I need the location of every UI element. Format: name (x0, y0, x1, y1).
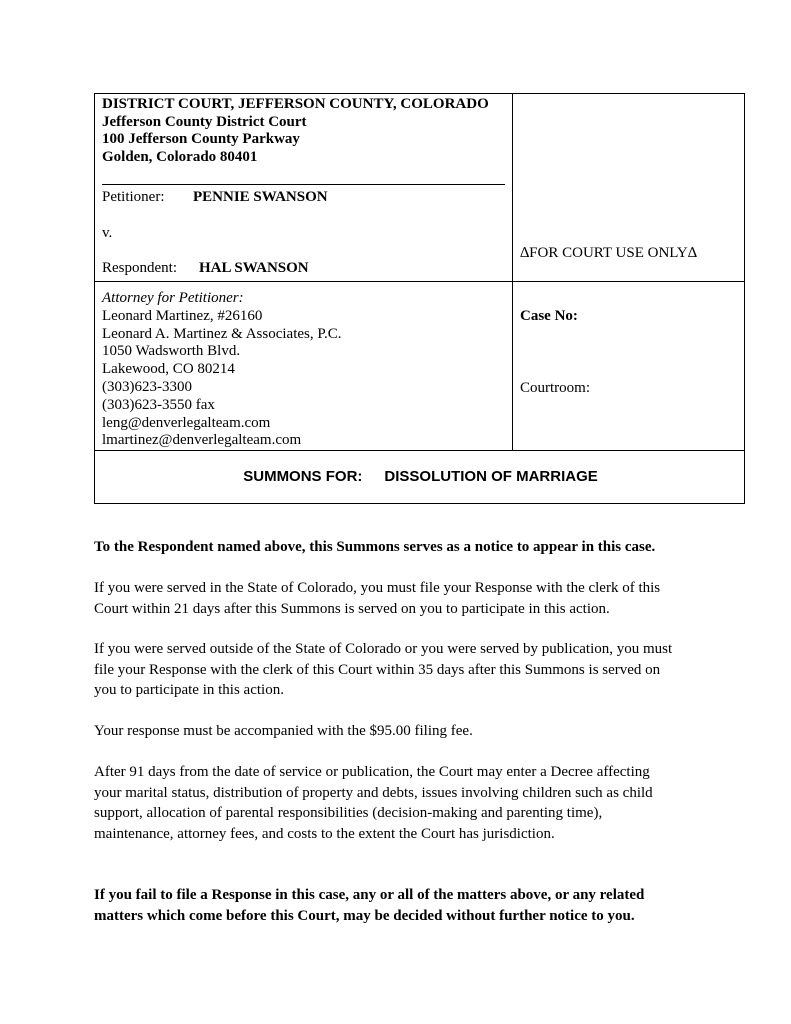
paragraph-line: maintenance, attorney fees, and costs to the extent the Court has jurisdiction. (94, 825, 555, 842)
respondent-name: HAL SWANSON (199, 260, 309, 276)
paragraph-line: If you were served outside of the State of Colorado or you were served by publication, you must (94, 641, 673, 657)
paragraph-line: Your response must be accompanied with the $95.00 filing fee. (94, 723, 473, 739)
court-name: DISTRICT COURT, JEFFERSON COUNTY, COLORADO (102, 96, 489, 112)
attorney-line: Lakewood, CO 80214 (102, 361, 235, 378)
court-block-underline (102, 184, 505, 185)
attorney-line: Leonard Martinez, #26160 (102, 307, 263, 324)
petitioner-line (102, 189, 328, 206)
out-of-state-paragraph (94, 639, 714, 701)
attorney-heading: Attorney for Petitioner: (102, 290, 244, 306)
paragraph-line: file your Response with the clerk of this Court within 35 days after this Summons is served on (94, 661, 661, 678)
attorney-email: leng@denverlegalteam.com (102, 414, 271, 431)
petitioner-label: Petitioner: (102, 189, 165, 205)
attorney-line: Leonard A. Martinez & Associates, P.C. (102, 325, 342, 342)
attorney-line: 1050 Wadsworth Blvd. (102, 343, 241, 360)
paragraph-line: If you fail to file a Response in this case, any or all of the matters above, or any related (94, 887, 645, 903)
summons-type: DISSOLUTION OF MARRIAGE (384, 468, 598, 485)
decree-paragraph (94, 762, 714, 844)
court-street: 100 Jefferson County Parkway (102, 131, 300, 147)
paragraph-line: support, allocation of parental responsibilities (decision-making and parenting time), (94, 805, 603, 821)
paragraph-line: Court within 21 days after this Summons is served on you to participate in this action. (94, 600, 610, 617)
summons-title (95, 468, 746, 485)
attorney-phone: (303)623-3300 (102, 378, 192, 395)
court-name-block (102, 96, 489, 166)
court-city: Golden, Colorado 80401 (102, 148, 258, 165)
petitioner-name: PENNIE SWANSON (193, 189, 328, 205)
attorney-fax: (303)623-3550 fax (102, 396, 215, 413)
paragraph-line: After 91 days from the date of service or publication, the Court may enter a Decree affecting (94, 764, 650, 780)
attorney-email: lmartinez@denverlegalteam.com (102, 432, 302, 449)
paragraph-line: matters which come before this Court, may be decided without further notice to you. (94, 907, 635, 924)
paragraph-line: your marital status, distribution of property and debts, issues involving children such as child (94, 784, 653, 801)
case-number-label: Case No: (520, 308, 578, 324)
versus-label: v. (102, 225, 113, 241)
courtroom-label: Courtroom: (520, 380, 590, 396)
fee-paragraph (94, 721, 714, 742)
paragraph-line: To the Respondent named above, this Summons serves as a notice to appear in this case. (94, 539, 656, 555)
notice-paragraph (94, 537, 714, 558)
paragraph-line: If you were served in the State of Colorado, you must file your Response with the clerk of this (94, 580, 661, 596)
summons-for-label: SUMMONS FOR: (243, 468, 363, 485)
case-caption-table (94, 93, 745, 504)
respondent-line (102, 260, 309, 277)
in-state-paragraph (94, 578, 714, 619)
caption-column-divider (512, 94, 513, 451)
warning-paragraph (94, 885, 714, 926)
court-subname: Jefferson County District Court (102, 113, 307, 130)
paragraph-line: you to participate in this action. (94, 682, 284, 698)
caption-row-divider (95, 281, 744, 282)
respondent-label: Respondent: (102, 260, 177, 276)
court-use-only-label: ∆FOR COURT USE ONLY∆ (520, 245, 697, 261)
attorney-block (102, 290, 342, 450)
